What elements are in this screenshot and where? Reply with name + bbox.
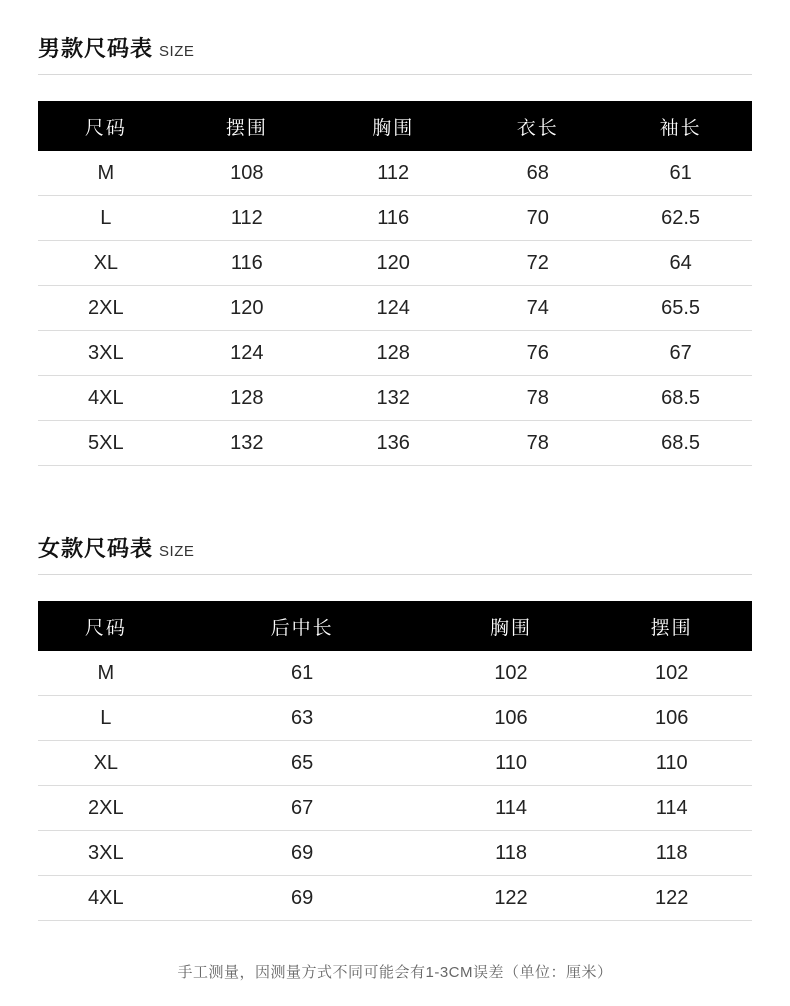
- cell-size: XL: [38, 241, 174, 286]
- cell-value: 78: [466, 421, 609, 466]
- womens-section-heading: [38, 500, 752, 575]
- column-header: 胸围: [431, 601, 592, 651]
- cell-value: 64: [609, 241, 752, 286]
- table-row: [38, 196, 752, 241]
- cell-value: 68.5: [609, 421, 752, 466]
- table-header-row: [38, 601, 752, 651]
- table-row: [38, 421, 752, 466]
- table-row: [38, 696, 752, 741]
- cell-value: 122: [431, 876, 592, 921]
- cell-value: 74: [466, 286, 609, 331]
- cell-size: 3XL: [38, 831, 174, 876]
- womens-size-table: [38, 601, 752, 921]
- column-header: 尺码: [38, 601, 174, 651]
- cell-value: 118: [431, 831, 592, 876]
- cell-value: 61: [609, 151, 752, 196]
- cell-value: 120: [320, 241, 466, 286]
- cell-size: 4XL: [38, 876, 174, 921]
- womens-title-cn: 女款尺码表: [38, 536, 154, 561]
- cell-value: 68: [466, 151, 609, 196]
- column-header: 摆围: [174, 101, 320, 151]
- cell-value: 106: [431, 696, 592, 741]
- cell-value: 61: [174, 651, 431, 696]
- table-row: [38, 786, 752, 831]
- cell-value: 112: [174, 196, 320, 241]
- cell-value: 118: [591, 831, 752, 876]
- cell-value: 124: [320, 286, 466, 331]
- cell-value: 110: [591, 741, 752, 786]
- cell-value: 136: [320, 421, 466, 466]
- cell-value: 72: [466, 241, 609, 286]
- cell-value: 70: [466, 196, 609, 241]
- column-header: 衣长: [466, 101, 609, 151]
- cell-value: 67: [609, 331, 752, 376]
- cell-size: 2XL: [38, 786, 174, 831]
- cell-value: 112: [320, 151, 466, 196]
- cell-size: 4XL: [38, 376, 174, 421]
- cell-value: 69: [174, 831, 431, 876]
- cell-value: 65.5: [609, 286, 752, 331]
- column-header: 摆围: [591, 601, 752, 651]
- table-row: [38, 376, 752, 421]
- cell-value: 114: [431, 786, 592, 831]
- cell-size: XL: [38, 741, 174, 786]
- cell-value: 102: [431, 651, 592, 696]
- table-row: [38, 331, 752, 376]
- cell-value: 78: [466, 376, 609, 421]
- cell-value: 69: [174, 876, 431, 921]
- cell-value: 65: [174, 741, 431, 786]
- table-row: [38, 831, 752, 876]
- cell-size: 2XL: [38, 286, 174, 331]
- column-header: 尺码: [38, 101, 174, 151]
- cell-value: 62.5: [609, 196, 752, 241]
- cell-value: 124: [174, 331, 320, 376]
- table-row: [38, 241, 752, 286]
- cell-value: 120: [174, 286, 320, 331]
- womens-title-en: SIZE: [159, 543, 195, 560]
- cell-value: 116: [174, 241, 320, 286]
- column-header: 袖长: [609, 101, 752, 151]
- cell-value: 67: [174, 786, 431, 831]
- mens-title-en: SIZE: [159, 43, 195, 60]
- cell-value: 128: [320, 331, 466, 376]
- cell-size: M: [38, 151, 174, 196]
- table-row: [38, 151, 752, 196]
- cell-size: M: [38, 651, 174, 696]
- table-row: [38, 286, 752, 331]
- cell-value: 114: [591, 786, 752, 831]
- cell-size: 3XL: [38, 331, 174, 376]
- table-row: [38, 876, 752, 921]
- section-spacer: [38, 466, 752, 500]
- cell-value: 132: [320, 376, 466, 421]
- cell-size: 5XL: [38, 421, 174, 466]
- table-row: [38, 741, 752, 786]
- cell-value: 128: [174, 376, 320, 421]
- cell-size: L: [38, 196, 174, 241]
- cell-value: 102: [591, 651, 752, 696]
- cell-value: 132: [174, 421, 320, 466]
- column-header: 胸围: [320, 101, 466, 151]
- cell-value: 68.5: [609, 376, 752, 421]
- table-row: [38, 651, 752, 696]
- mens-title-cn: 男款尺码表: [38, 36, 154, 61]
- cell-value: 63: [174, 696, 431, 741]
- cell-value: 116: [320, 196, 466, 241]
- cell-value: 108: [174, 151, 320, 196]
- cell-value: 122: [591, 876, 752, 921]
- column-header: 后中长: [174, 601, 431, 651]
- measurement-disclaimer: 手工测量，因测量方式不同可能会有1-3CM误差（单位：厘米）: [177, 964, 613, 981]
- mens-section-heading: [38, 0, 752, 75]
- cell-value: 106: [591, 696, 752, 741]
- table-header-row: [38, 101, 752, 151]
- cell-size: L: [38, 696, 174, 741]
- mens-size-table: [38, 101, 752, 466]
- cell-value: 76: [466, 331, 609, 376]
- cell-value: 110: [431, 741, 592, 786]
